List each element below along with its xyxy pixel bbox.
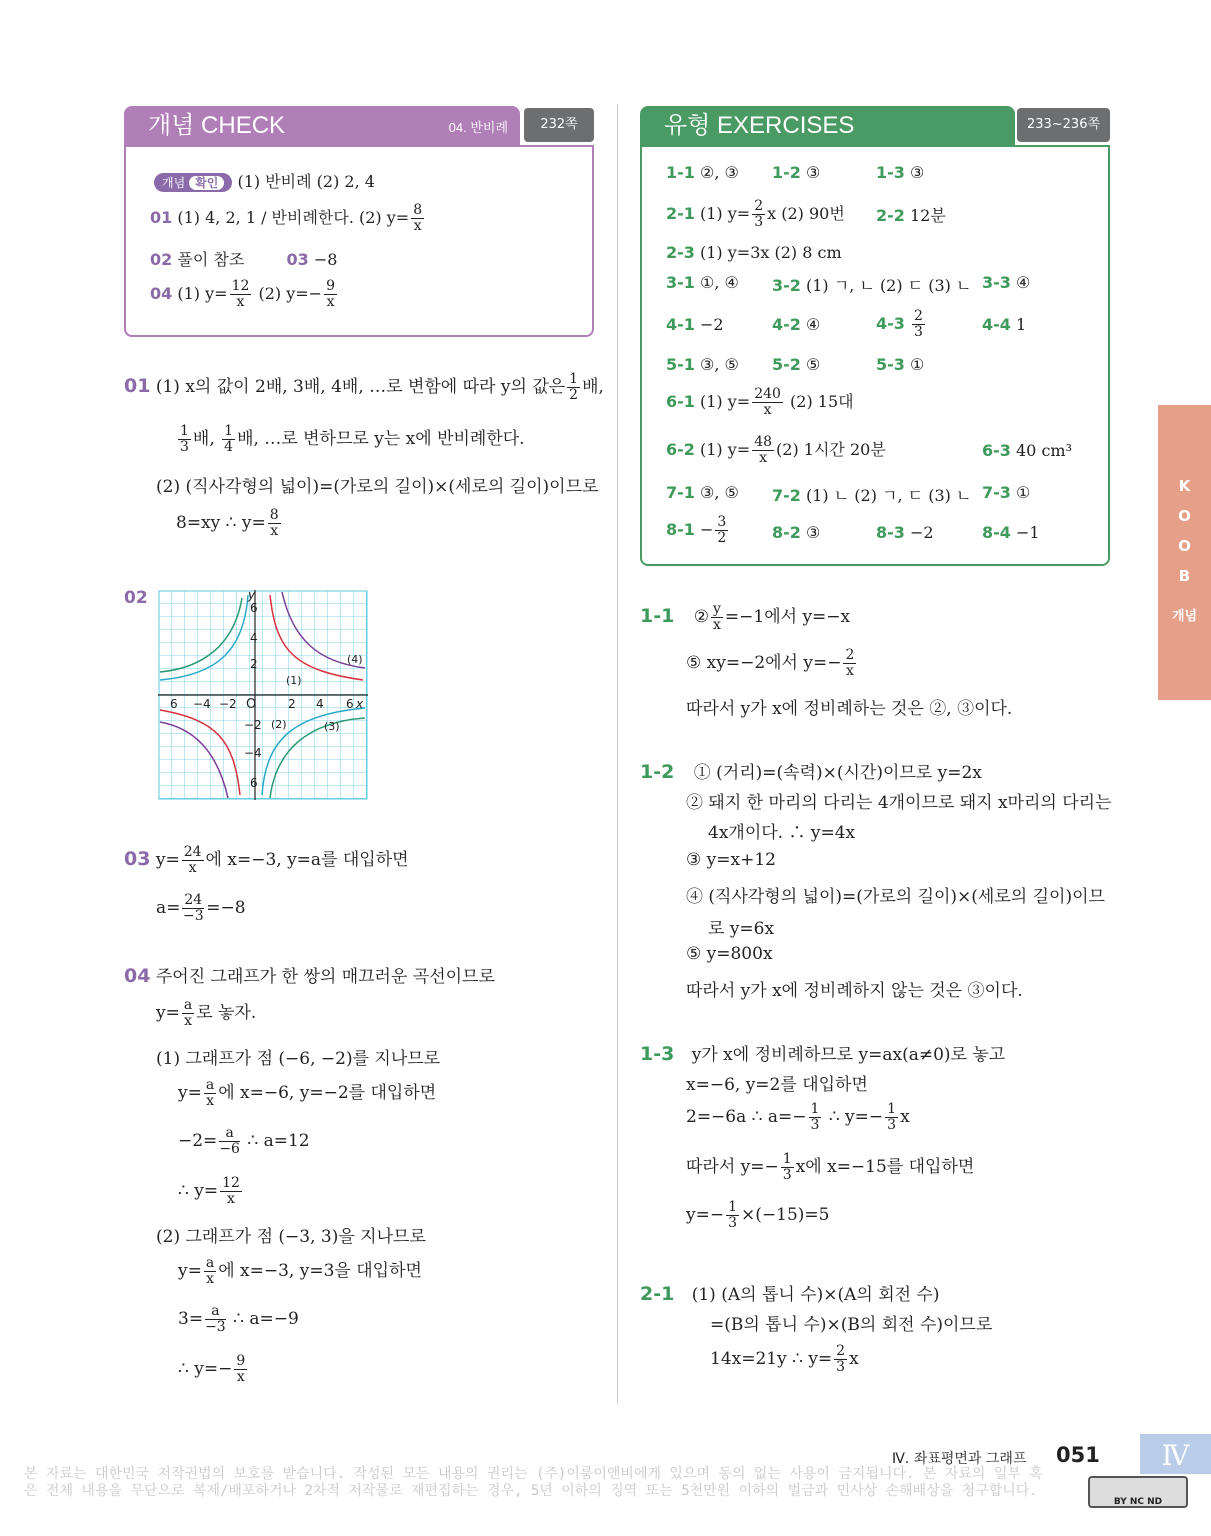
ex-row-3: 2-3 (1) y=3x (2) 8 cm — [666, 243, 842, 262]
curve-label-2: (2) — [271, 718, 287, 731]
ex-row-7: 6-1 (1) y= $\frac{240}{x}$ (2) 15대 — [666, 386, 854, 418]
chapter-roman-tab: Ⅳ — [1140, 1434, 1211, 1474]
side-letter: O — [1178, 537, 1191, 555]
concept-q02-q03: 02 풀이 참조 03 −8 — [150, 250, 338, 269]
concept-confirm-text: (1) 반비례 (2) 2, 4 — [237, 172, 375, 191]
ex-row-1: 1-1 ②, ③ 1-2 ③ 1-3 ③ — [666, 163, 925, 182]
concept-q04: 04 (1) y= $\frac{12}{x}$ (2) y=− $\frac{9}{x}$ — [150, 278, 336, 310]
y-tick: 6 — [250, 776, 258, 790]
y-tick: 6 — [250, 601, 258, 615]
y-tick: 2 — [250, 657, 258, 671]
y-tick: 4 — [250, 631, 258, 645]
cc-license-badge — [1088, 1476, 1188, 1508]
graph-origin-label: O — [246, 697, 257, 712]
solution-02-num: 02 — [124, 588, 148, 608]
x-tick: −2 — [219, 697, 237, 711]
ex-row-8: 6-2 (1) y= $\frac{48}{x}$ (2) 1시간 20분 6-3 40 cm³ — [666, 434, 1072, 466]
copyright-notice: 본 자료는 대한민국 저작권법의 보호를 받습니다. 작성된 모든 내용의 권리는 (주)이룸이앤비에게 있으며 동의 없는 사용이 금지됩니다. 본 자료의 일부 혹은 전체 내용을 무단으로 복제/배포하거나 2차적 저작물로 재편집하는 경우, 5년 이하의 징역 또는 5천만원 이하의 벌금과 민사상 손해배상을 청구합니다. — [24, 1466, 1043, 1499]
x-tick: −4 — [193, 697, 211, 711]
x-tick: 6 — [346, 697, 354, 711]
exercises-header — [640, 106, 1015, 146]
curve-label-3: (3) — [324, 720, 340, 733]
side-letter: O — [1178, 507, 1191, 525]
column-divider — [617, 104, 618, 1404]
ex-row-6: 5-1 ③, ⑤ 5-2 ⑤ 5-3 ① — [666, 355, 925, 374]
license-text: BY NC ND — [1113, 1497, 1163, 1507]
concept-confirm-row — [154, 169, 375, 192]
concept-check-title: 개념 CHECK — [148, 112, 286, 139]
page-number: 051 — [1056, 1443, 1100, 1467]
side-label: 개념 — [1171, 609, 1198, 624]
x-tick: 6 — [170, 697, 178, 711]
exercises-box: 1-1 ②, ③ 1-2 ③ 1-3 ③ 2-1 (1) y= $\frac{2}{3}$ x (2) 90번 2-2 12분 2-3 (1) y=3x (2) 8 cm 3-1 ①, ④ 3-2 (1) ㄱ, ㄴ (2) ㄷ (3) ㄴ 3-3 ④ 4-1 −2 4-2 ④ 4-3 $\frac{2}{3}$ 4-4 1 5-1 ③, ⑤ 5-2 ⑤ 5-3 ① 6-1 (1) y= $\frac{240}{x}$ (2) 15대 6-2 (1) y= $\frac{48}{x}$ (2) 1시간 20분 6-3 40 cm³ 7-1 ③, ⑤ 7-2 (1) ㄴ (2) ㄱ, ㄷ (3) ㄴ 7-3 ① 8-1 − $\frac{3}{2}$ 8-2 ③ 8-3 −2 8-4 −1 — [640, 145, 1110, 566]
curve-label-1: (1) — [286, 674, 302, 687]
x-tick: 4 — [316, 697, 324, 711]
inverse-proportion-graph — [158, 590, 368, 802]
y-tick: −2 — [244, 718, 262, 732]
exercises-title: 유형 EXERCISES — [664, 112, 855, 139]
y-tick: −4 — [244, 746, 262, 760]
curve-label-4: (4) — [347, 653, 363, 666]
concept-q01: 01 (1) 4, 2, 1 / 반비례한다. (2) y= $\frac{8}{x}$ — [150, 202, 423, 234]
section-subtitle: 04. 반비례 — [448, 120, 508, 135]
chapter-title: Ⅳ. 좌표평면과 그래프 — [892, 1451, 1027, 1467]
concept-badge: 개념 확인 — [154, 173, 232, 192]
graph-x-label: x — [356, 697, 364, 711]
x-tick: 2 — [288, 697, 296, 711]
ex-row-9: 7-1 ③, ⑤ 7-2 (1) ㄴ (2) ㄱ, ㄷ (3) ㄴ 7-3 ① — [666, 483, 1031, 505]
concept-check-header — [124, 106, 520, 146]
page-ref-tab-left: 232쪽 — [524, 108, 594, 142]
ex-row-2: 2-1 (1) y= $\frac{2}{3}$ x (2) 90번 2-2 12분 — [666, 198, 946, 230]
side-letter: B — [1178, 567, 1191, 585]
concept-book-side-tab — [1158, 405, 1211, 700]
concept-check-box — [124, 145, 594, 337]
page-ref-tab-right: 233~236쪽 — [1017, 108, 1110, 142]
ex-row-4: 3-1 ①, ④ 3-2 (1) ㄱ, ㄴ (2) ㄷ (3) ㄴ 3-3 ④ — [666, 273, 1031, 295]
graph-y-label: y — [248, 588, 256, 602]
side-letter: K — [1178, 477, 1191, 495]
